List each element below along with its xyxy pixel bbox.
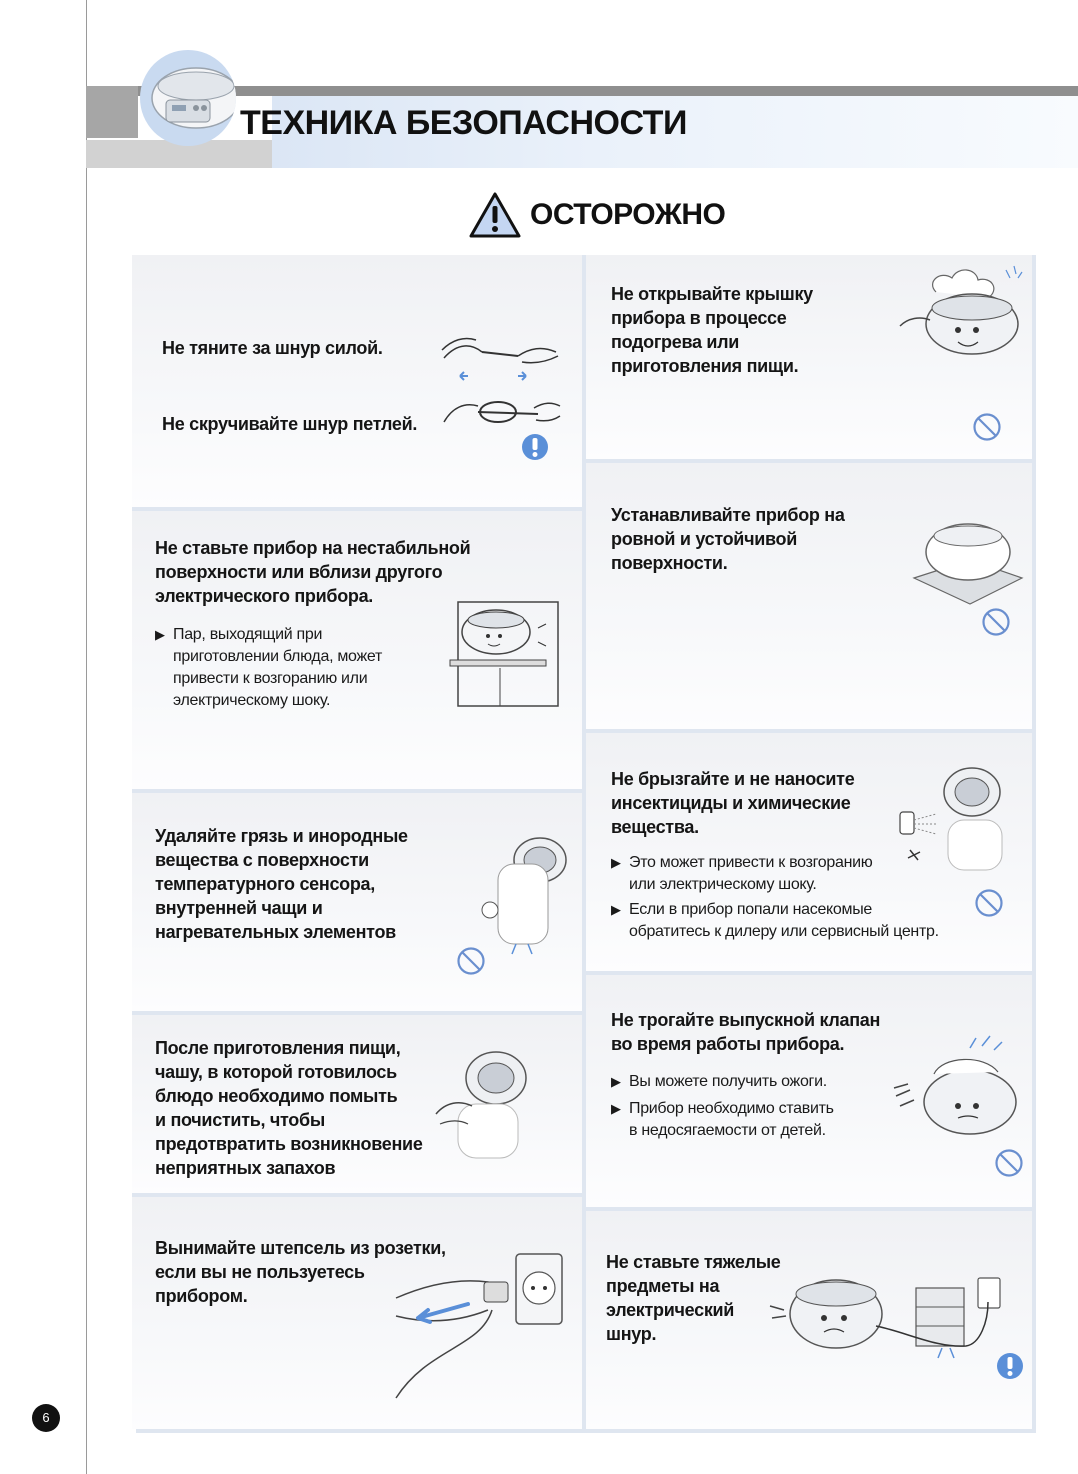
text-line: и почистить, чтобы bbox=[155, 1110, 325, 1130]
cord-twist-text: Не скручивайте шнур петлей. bbox=[162, 414, 418, 434]
text-line: прибором. bbox=[155, 1286, 248, 1306]
text-line: если вы не пользуетесь bbox=[155, 1262, 365, 1282]
text-line: во время работы прибора. bbox=[611, 1034, 845, 1054]
cabinet-illustration bbox=[446, 598, 566, 710]
valve-bullet-1 bbox=[611, 1071, 827, 1093]
prohibited-icon bbox=[974, 888, 1004, 918]
text-line: Прибор необходимо ставить bbox=[629, 1100, 834, 1117]
valve-cooker-illustration bbox=[890, 1030, 1026, 1146]
heavy-object-cord-illustration bbox=[766, 1262, 1006, 1364]
right-border bbox=[1032, 255, 1036, 1429]
text-line: Пар, выходящий при bbox=[173, 626, 323, 643]
lid-title bbox=[611, 282, 813, 378]
plug-socket-illustration bbox=[388, 1248, 568, 1408]
text-line: приготовлении блюда, может bbox=[173, 648, 382, 665]
text-line: После приготовления пищи, bbox=[155, 1038, 401, 1058]
text-line: Не открывайте крышку bbox=[611, 284, 813, 304]
text-line: чашу, в которой готовилось bbox=[155, 1062, 397, 1082]
exclamation-icon bbox=[996, 1352, 1024, 1380]
prohibited-icon bbox=[981, 607, 1011, 637]
bullet-text bbox=[629, 1098, 834, 1142]
text-line: Устанавливайте прибор на bbox=[611, 505, 845, 525]
bullet-arrow-icon: ▶ bbox=[611, 1101, 621, 1116]
caution-label: ОСТОРОЖНО bbox=[530, 198, 726, 231]
bullet-arrow-icon: ▶ bbox=[611, 1074, 621, 1089]
text-line: поверхности. bbox=[611, 553, 728, 573]
bullet-arrow-icon: ▶ bbox=[611, 902, 621, 917]
text-line: Не трогайте выпускной клапан bbox=[611, 1010, 881, 1030]
page-number: 6 bbox=[32, 1404, 60, 1432]
text-line: Вынимайте штепсель из розетки, bbox=[155, 1238, 446, 1258]
chemicals-title bbox=[611, 767, 854, 839]
text-line: электрического прибора. bbox=[155, 586, 373, 606]
bowl-illustration bbox=[432, 1048, 532, 1160]
text-line: вещества. bbox=[611, 817, 699, 837]
text-line: предметы на bbox=[606, 1276, 720, 1296]
text-line: внутренней чащи и bbox=[155, 898, 323, 918]
bottom-border bbox=[136, 1429, 1036, 1433]
caution-heading bbox=[468, 190, 725, 240]
bullet-text bbox=[629, 852, 872, 896]
prohibited-icon bbox=[994, 1148, 1024, 1178]
text-line: блюдо необходимо помыть bbox=[155, 1086, 398, 1106]
bullet-text bbox=[629, 1071, 827, 1093]
surface-bullet bbox=[155, 624, 382, 712]
sensor-title bbox=[155, 824, 408, 944]
text-line: инсектициды и химические bbox=[611, 793, 851, 813]
chemicals-bullet-1 bbox=[611, 852, 872, 896]
text-line: электрическому шоку. bbox=[173, 692, 331, 709]
text-line: Это может привести к возгоранию bbox=[629, 854, 873, 871]
text-line: в недосягаемости от детей. bbox=[629, 1122, 826, 1139]
surface-title bbox=[155, 536, 470, 608]
prohibited-icon bbox=[456, 946, 486, 976]
valve-bullet-2 bbox=[611, 1098, 834, 1142]
page-margin-line bbox=[86, 0, 87, 1474]
cooker-on-table-illustration bbox=[910, 512, 1026, 608]
text-line: Удаляйте грязь и инородные bbox=[155, 826, 408, 846]
prohibited-icon bbox=[972, 412, 1002, 442]
bullet-arrow-icon: ▶ bbox=[155, 627, 165, 642]
text-line: приготовления пищи. bbox=[611, 356, 799, 376]
text-line: Не ставьте прибор на нестабильной bbox=[155, 538, 471, 558]
page-title: ТЕХНИКА БЕЗОПАСНОСТИ bbox=[240, 104, 687, 142]
text-line: поверхности или вблизи другого bbox=[155, 562, 443, 582]
cord-pull-text: Не тяните за шнур силой. bbox=[162, 338, 383, 358]
bullet-text bbox=[629, 899, 939, 943]
wash-title bbox=[155, 1036, 423, 1180]
valve-title bbox=[611, 1008, 880, 1056]
level-title bbox=[611, 503, 845, 575]
text-line: электрический bbox=[606, 1300, 735, 1320]
text-line: Если в прибор попали насекомые bbox=[629, 901, 873, 918]
open-cooker-illustration bbox=[476, 836, 572, 956]
rice-cooker-illustration bbox=[140, 50, 236, 146]
text-line: привести к возгоранию или bbox=[173, 670, 368, 687]
cord-pull-illustration bbox=[438, 322, 562, 442]
text-line: Вы можете получить ожоги. bbox=[629, 1073, 827, 1090]
warning-triangle-icon bbox=[468, 191, 522, 239]
text-line: Не ставьте тяжелые bbox=[606, 1252, 781, 1272]
spray-cooker-illustration bbox=[886, 762, 1006, 872]
text-line: неприятных запахов bbox=[155, 1158, 336, 1178]
header-left-block bbox=[86, 86, 138, 138]
text-line: ровной и устойчивой bbox=[611, 529, 797, 549]
bullet-text bbox=[173, 624, 382, 712]
text-line: Не брызгайте и не наносите bbox=[611, 769, 855, 789]
text-line: подогрева или bbox=[611, 332, 740, 352]
text-line: предотвратить возникновение bbox=[155, 1134, 423, 1154]
text-line: нагревательных элементов bbox=[155, 922, 396, 942]
text-line: температурного сенсора, bbox=[155, 874, 375, 894]
exclamation-icon bbox=[521, 433, 549, 461]
text-line: обратитесь к дилеру или сервисный центр. bbox=[629, 923, 939, 940]
text-line: вещества с поверхности bbox=[155, 850, 369, 870]
text-line: прибора в процессе bbox=[611, 308, 787, 328]
bullet-arrow-icon: ▶ bbox=[611, 855, 621, 870]
text-line: или электрическому шоку. bbox=[629, 876, 817, 893]
heavy-title bbox=[606, 1250, 781, 1346]
steaming-cooker-illustration bbox=[896, 262, 1028, 372]
text-line: шнур. bbox=[606, 1324, 657, 1344]
chemicals-bullet-2 bbox=[611, 899, 939, 943]
